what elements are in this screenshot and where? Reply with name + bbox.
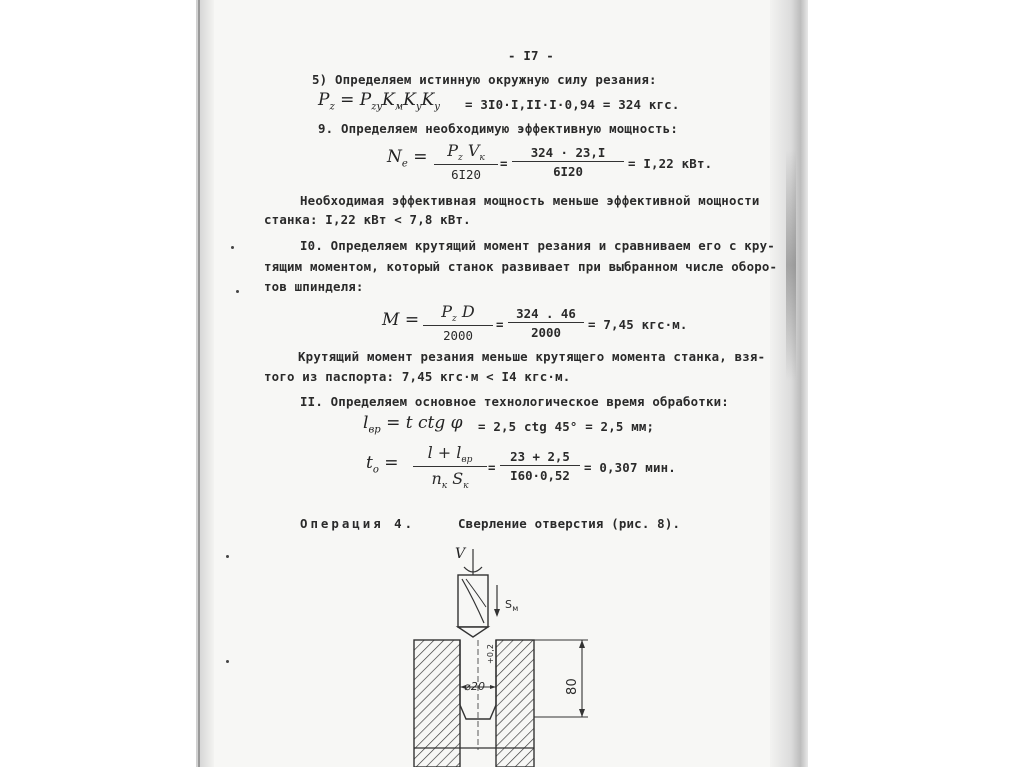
page-left-edge-line xyxy=(198,0,200,767)
speck xyxy=(236,290,239,293)
page-right-stain xyxy=(786,150,796,380)
step9-lhs: $N_e$ = xyxy=(387,147,428,170)
operation-label: Операция 4. xyxy=(300,516,416,531)
step9-fraction-numeric: $\frac{324 \cdot 23,I}{6I20}$ xyxy=(512,145,624,179)
drilling-figure xyxy=(400,545,610,767)
page-right-shadow xyxy=(770,0,808,767)
moment-fraction-numeric: $\frac{324 . 46}{2000}$ xyxy=(508,306,584,340)
step11-heading: II. Определяем основное технологическое время обработки: xyxy=(300,394,729,409)
moment-result: = 7,45 кгс·м. xyxy=(588,317,688,332)
figure-diameter-tolerance: +0,2 xyxy=(486,643,495,664)
step10-line2: тящим моментом, который станок развивает при выбранном числе оборо- xyxy=(264,259,778,274)
figure-height-label: 80 xyxy=(565,678,580,695)
speck xyxy=(226,555,229,558)
step9-fraction-symbolic: $P_z$ $V_к$ 6I20 xyxy=(434,141,498,182)
moment-lhs: M = xyxy=(382,310,420,330)
time-lhs: $t_o$ = xyxy=(366,453,399,476)
para2-line1: Крутящий момент резания меньше крутящего момента станка, взя- xyxy=(298,349,766,364)
step5-calc: = 3I0·I,II·I·0,94 = 324 кгс. xyxy=(465,97,680,112)
speck xyxy=(231,246,234,249)
step10-line1: I0. Определяем крутящий момент резания и сравниваем его с кру- xyxy=(300,238,775,253)
operation-text: Сверление отверстия (рис. 8). xyxy=(458,516,681,531)
time-fraction-numeric: $\frac{23 + 2,5}{I60\cdot 0,52}$ xyxy=(500,449,580,483)
step9-result: = I,22 кВт. xyxy=(628,156,713,171)
figure-s-label: $S_м$ xyxy=(505,598,519,614)
figure-diameter-label: ⌀20 xyxy=(464,680,486,693)
time-fraction-symbolic: $l + l_{вр}$ $n_к$ $S_к$ xyxy=(413,443,487,491)
figure-v-label: V xyxy=(455,546,466,562)
moment-fraction-symbolic: $P_z$ D 2000 xyxy=(423,302,493,343)
para1-line2: станка: I,22 кВт < 7,8 кВт. xyxy=(264,212,471,227)
para1-line1: Необходимая эффективная мощность меньше эффективной мощности xyxy=(300,193,760,208)
speck xyxy=(226,660,229,663)
lvr-calc: = 2,5 ctg 45° = 2,5 мм; xyxy=(478,419,655,434)
time-result: = 0,307 мин. xyxy=(584,460,676,475)
step5-formula: $P_z = P_{zy}K_мK_yK_y$ xyxy=(318,90,440,113)
page-number: - I7 - xyxy=(508,48,554,63)
para2-line2: того из паспорта: 7,45 кгс·м < I4 кгс·м. xyxy=(264,369,571,384)
step5-heading: 5) Определяем истинную окружную силу резания: xyxy=(312,72,657,87)
drill-bit xyxy=(458,549,488,637)
lvr-formula: $l_{вр} = t$ ctg φ xyxy=(363,413,463,436)
step10-line3: тов шпинделя: xyxy=(264,279,364,294)
step9-heading: 9. Определяем необходимую эффективную мощность: xyxy=(318,121,679,136)
